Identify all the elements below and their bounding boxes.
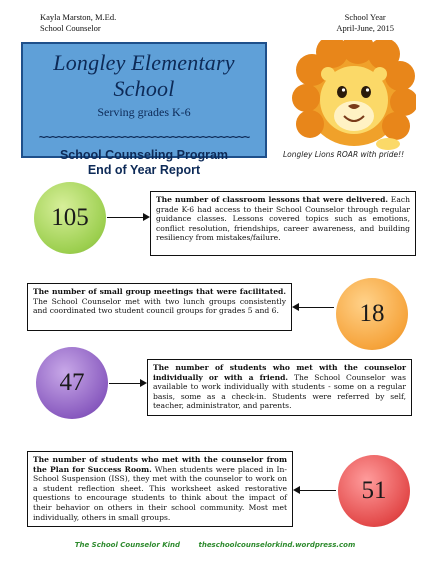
counselor-info [40, 12, 116, 34]
stat-circle-small-groups: 18 [336, 278, 408, 350]
grades-served: Serving grades K-6 [97, 105, 191, 119]
stat-body: Each grade K-6 had access to their School Counselor through regular guidance classes. Lessons covered topics such as emotions, conflict resolution, friendships, career awareness, and building resiliency from mistakes/failure. [156, 195, 410, 243]
stat-circle-lessons: 105 [34, 182, 106, 254]
footer-brand: The School Counselor Kind [74, 541, 181, 549]
stat-body: The School Counselor met with two lunch groups consistently and coordinated two student council groups for grades 5 and 6. [33, 296, 286, 316]
title-banner [21, 42, 267, 177]
stat-box-individual [147, 359, 412, 416]
footer-site[interactable]: theschoolcounselorkind.wordpress.com [198, 541, 356, 549]
lion-mascot-icon [292, 40, 416, 152]
stat-heading: The number of classroom lessons that were delivered. [156, 195, 389, 204]
stat-heading: The number of students who met with the counselor from the Plan for Success Room. [33, 455, 287, 474]
school-year-label: School Year [344, 12, 386, 22]
report-title-line2: End of Year Report [87, 163, 201, 177]
arrow-icon [294, 307, 334, 308]
counselor-role: School Counselor [40, 23, 101, 33]
stat-circle-individual: 47 [36, 347, 108, 419]
report-title [23, 148, 265, 178]
banner-divider: ~~~~~~~~~~~~~~~~~~~~~~~~~~~~~~~~~~~ [38, 130, 250, 144]
stat-box-small-groups [27, 283, 292, 331]
stat-body: The School Counselor was available to work individually with students - some on a regular basis, some as a check-in. Students were referred by self, teacher, administrator, and parents. [153, 372, 406, 411]
school-year-period: April-June, 2015 [336, 23, 394, 33]
stat-circle-success-room: 51 [338, 455, 410, 527]
stat-heading: The number of small group meetings that were facilitated. [33, 287, 286, 296]
stat-box-lessons [150, 191, 416, 256]
mascot-tagline: Longley Lions ROAR with pride!! [283, 150, 405, 159]
stat-box-success-room [27, 451, 293, 527]
stat-heading: The number of students who met with the counselor individually or with a friend. [153, 363, 406, 382]
counselor-name: Kayla Marston, M.Ed. [40, 12, 117, 22]
school-name: Longley Elementary School [53, 50, 235, 101]
arrow-icon [107, 217, 148, 218]
arrow-icon [109, 383, 145, 384]
report-title-line1: School Counseling Program [59, 148, 229, 162]
stat-body: When students were placed in In-School Suspension (ISS), they met with the counselor to work on a student reflection sheet. This worksheet asked restorative questions to encourage students to think about the impact of their behavior on others in their school community. Most met individually, others in small groups. [33, 464, 287, 522]
arrow-icon [295, 490, 336, 491]
school-year-info [336, 12, 394, 34]
footer [0, 541, 430, 549]
